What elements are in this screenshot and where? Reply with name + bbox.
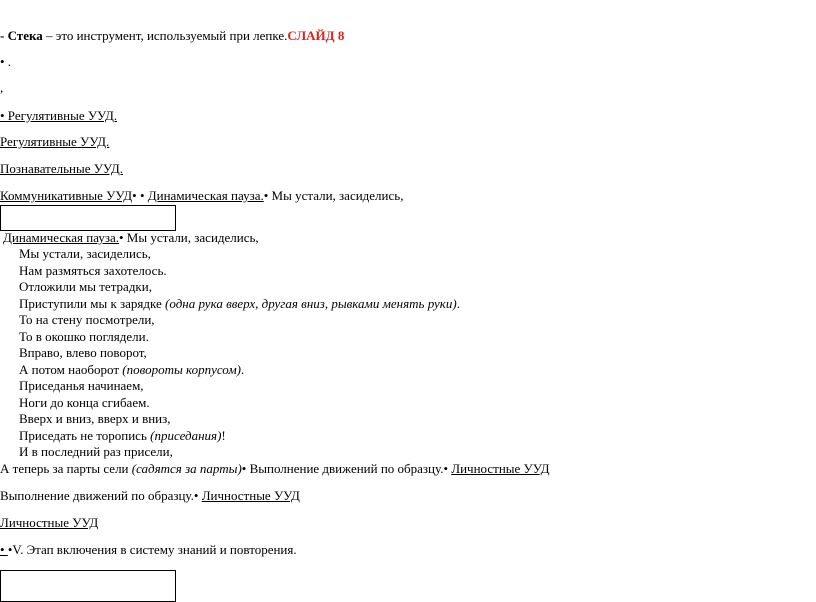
line-dynamic-pause (3, 230, 259, 246)
poem-line: Вверх и вниз, вверх и вниз, (19, 411, 171, 426)
communicative-uud-link[interactable]: Коммуникативные УУД (0, 188, 133, 203)
instruction-text: (повороты корпусом) (122, 362, 241, 377)
poem-line: И в последний раз присели, (19, 444, 173, 459)
bullet-line: • . (0, 54, 12, 69)
instruction-text: (приседания) (150, 428, 222, 443)
poem-line-with-instruction (19, 296, 460, 312)
bullets: • • (132, 188, 148, 203)
line-sit-down (0, 461, 550, 477)
punctuation: . (240, 362, 245, 377)
regulatory-uud-link[interactable]: Регулятивные УУД. (0, 134, 110, 149)
poem-line: То на стену посмотрели, (19, 312, 155, 327)
poem-text: Приседать не торопись (19, 428, 151, 443)
personal-uud-link[interactable]: Личностные УУД (0, 515, 99, 530)
poem-line-with-instruction (19, 428, 226, 444)
poem-line: То в окошко поглядели. (19, 329, 149, 344)
poem-first-line: • Мы устали, засиделись, (118, 230, 259, 245)
poem-text: Приступили мы к зарядке (19, 296, 166, 311)
poem-line: Отложили мы тетрадки, (19, 279, 152, 294)
poem-line: Приседанья начинаем, (19, 378, 144, 393)
line-stage-five (0, 542, 297, 558)
dynamic-pause-heading[interactable]: Динамическая пауза. (3, 230, 119, 245)
dash: - (0, 28, 8, 43)
punctuation: . (456, 296, 460, 311)
personal-uud-link[interactable]: Личностные УУД (451, 461, 550, 476)
poem-line: Ноги до конца сгибаем. (19, 395, 150, 410)
poem-line: Нам размяться захотелось. (19, 263, 167, 278)
movement-text: Выполнение движений по образцу.• (0, 488, 202, 503)
poem-line: Вправо, влево поворот, (19, 345, 147, 360)
stage-text: •V. Этап включения в систему знаний и повторения. (7, 542, 297, 557)
cognitive-uud-link[interactable]: Познавательные УУД. (0, 161, 123, 176)
personal-uud-link[interactable]: Личностные УУД (201, 488, 300, 503)
poem-text: А теперь за парты сели (0, 461, 132, 476)
instruction-text: (садятся за парты) (131, 461, 242, 476)
instruction-text: (одна рука вверх, другая вниз, рывками менять руки) (165, 296, 457, 311)
punctuation: ! (221, 428, 226, 443)
poem-text: А потом наоборот (19, 362, 123, 377)
image-placeholder-box (0, 205, 176, 231)
slide-label: СЛАЙД 8 (287, 28, 345, 43)
dynamic-pause-link[interactable]: Динамическая пауза. (147, 188, 264, 203)
image-placeholder-box (0, 570, 176, 602)
poem-line-with-instruction (19, 362, 244, 378)
line-stack-definition (0, 28, 344, 44)
bullet: • (0, 542, 8, 557)
term-stack: Стека (7, 28, 43, 43)
regulatory-uud-bullet: • Регулятивные УУД. (0, 108, 118, 123)
movement-text: • Выполнение движений по образцу.• (241, 461, 452, 476)
stack-definition-text: – это инструмент, используемый при лепке. (42, 28, 288, 43)
comma-line: , (0, 80, 4, 95)
poem-line: Мы устали, засиделись, (19, 246, 151, 261)
line-communicative (0, 188, 403, 204)
poem-start-text: • Мы устали, засиделись, (263, 188, 404, 203)
line-movement (0, 488, 300, 504)
